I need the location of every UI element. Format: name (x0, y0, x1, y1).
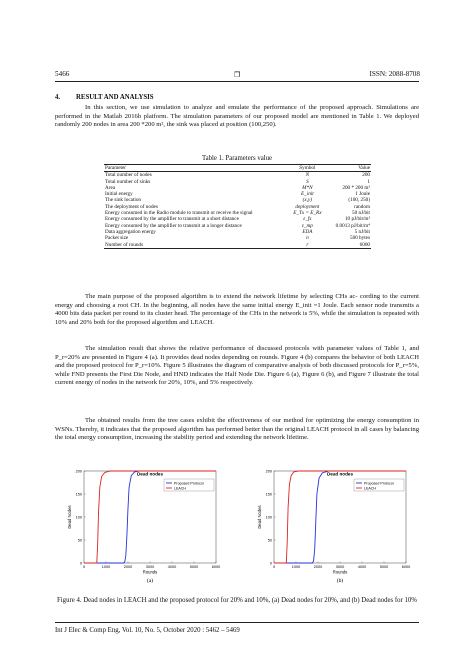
cell-value: 1 Joule (355, 191, 370, 198)
y-tick-label: 200 (265, 469, 272, 474)
cell-symbol: E_Tx = E_Rx (293, 210, 322, 217)
table-row (104, 242, 371, 249)
legend-label: LEACH (174, 486, 186, 491)
x-tick-label: 2000 (123, 565, 133, 570)
cell-parameter: Packet size (105, 235, 129, 242)
cell-parameter: Initial energy (105, 191, 133, 198)
cell-symbol: ε_mp (301, 222, 313, 229)
y-tick-label: 0 (269, 561, 272, 566)
cell-parameter: Energy consumed by the amplifier to transmit at a short distance (105, 216, 239, 223)
y-tick-label: 0 (79, 561, 82, 566)
x-tick-label: 6000 (211, 565, 221, 570)
x-tick-label: 2000 (313, 565, 323, 570)
cell-value: 200 (362, 172, 370, 179)
header-rule (55, 81, 419, 82)
cell-symbol: ε_fs (303, 216, 312, 223)
th-value: Value (358, 165, 370, 171)
cell-symbol: n (306, 235, 309, 242)
legend-label: Proposed Protocol (174, 481, 204, 486)
page-number: 5466 (55, 70, 70, 78)
th-symbol: Symbol (299, 165, 316, 171)
legend-label: Proposed Protocol (364, 481, 394, 486)
chart-title: Dead nodes (326, 471, 354, 477)
y-tick-label: 100 (75, 515, 82, 520)
cell-parameter: Energy consumed by the amplifier to transmit at a longer distance (105, 222, 242, 229)
cell-parameter: The sink location (105, 197, 142, 204)
footer-rule (55, 622, 419, 623)
y-tick-label: 200 (75, 469, 82, 474)
cell-value: 10 pJ/bit/m² (344, 216, 370, 223)
y-tick-label: 150 (265, 492, 272, 497)
th-parameter: Parameter (105, 165, 127, 171)
cell-parameter: Total number of sinks (105, 178, 151, 185)
intro-paragraph: In this section, we use simulation to analyze and emulate the performance of the proposed approach. Simulations are performed in the Matlab 2016b platform. The simulation parameters of our proposed model are mentioned in Table 1. We deployed randomly 200 nodes in area 200 *200 m², the sink was placed at position (100,250). (55, 104, 419, 129)
x-axis-label: Rounds (332, 569, 348, 575)
chart-title: Dead nodes (136, 471, 164, 477)
y-tick-label: 100 (265, 515, 272, 520)
section-title: RESULT AND ANALYSIS (76, 94, 154, 101)
issn: ISSN: 2088-8708 (369, 70, 420, 78)
x-tick-label: 0 (82, 565, 86, 570)
table-row (104, 172, 371, 179)
x-tick-label: 6000 (401, 565, 411, 570)
x-axis-label: Rounds (142, 569, 158, 575)
cell-parameter: Total number of nodes (105, 172, 152, 179)
cell-parameter: The deployment of nodes (105, 203, 158, 210)
cell-symbol: r (306, 241, 309, 248)
journal-symbol: ❐ (234, 71, 241, 79)
footer-citation: Int J Elec & Comp Eng, Vol. 10, No. 5, October 2020 : 5462 – 5469 (55, 627, 240, 634)
cell-symbol: (x,y) (302, 197, 313, 204)
legend-label: LEACH (364, 486, 376, 491)
paragraph-4: The obtained results from the tree cases exhibit the effectiveness of our method for optimizing the energy consumption in WSNs. Thereby, it indicates that the proposed algorithm has performed better than the original LEACH protocol in all cases by balancing the total energy consumption, increasing the stability period and extending the network lifetime. (55, 417, 419, 442)
cell-symbol: deployment (295, 203, 320, 210)
y-tick-label: 50 (77, 538, 82, 543)
subfigure-label: (b) (336, 578, 344, 584)
x-tick-label: 3000 (145, 565, 155, 570)
x-tick-label: 4000 (357, 565, 367, 570)
table-caption: Table 1. Parameters value (201, 155, 273, 162)
cell-value: 5 nJ/bit (354, 228, 370, 235)
cell-value: 6000 (359, 241, 370, 248)
cell-symbol: S (306, 178, 309, 185)
x-tick-label: 3000 (335, 565, 345, 570)
x-tick-label: 1000 (291, 565, 301, 570)
y-tick-label: 150 (75, 492, 82, 497)
x-tick-label: 1000 (101, 565, 111, 570)
subfigure-label: (a) (146, 578, 154, 584)
y-axis-label: Dead Nodes (67, 505, 72, 529)
cell-value: 500 bytes (349, 235, 370, 242)
cell-symbol: N (305, 172, 310, 179)
x-tick-label: 5000 (189, 565, 199, 570)
cell-symbol: E_init (301, 191, 314, 198)
x-tick-label: 5000 (379, 565, 389, 570)
x-tick-label: 0 (272, 565, 276, 570)
cell-parameter: Area (105, 184, 116, 191)
table-header-row (104, 165, 371, 172)
paragraph-3: The simulation result that shows the relative performance of discussed protocols with parameter values of Table 1, and P_r=20% are presented in Figure 4 (a). It provides dead nodes depending on rounds. Figure 4 (b) compares the behavior of both LEACH and the proposed protocol for P_r=10%. Figure 5 illustrates the diagram of comparative analysis of both discussed protocols for P_r=5%, while FND presents the First Die Node, and HND indicates the Half Node Die. Figure 6 (a), Figure 6 (b), and Figure 7 illustrate the total current energy of nodes in the network for 20%, 10%, and 5% respectively. (55, 345, 419, 387)
cell-symbol: M*N (302, 184, 313, 191)
cell-value: 0.0013 pJ/bit/m⁴ (335, 222, 370, 229)
cell-value: (100, 250) (348, 197, 370, 204)
section-number: 4. (55, 94, 61, 101)
cell-parameter: Data aggregation energy (105, 228, 156, 235)
x-tick-label: 4000 (167, 565, 177, 570)
parameters-table (104, 164, 371, 249)
cell-symbol: EDA (302, 228, 313, 235)
cell-parameter: Number of rounds (105, 241, 144, 248)
cell-value: 50 nJ/bit (351, 210, 370, 217)
cell-value: 200 * 200 m² (342, 184, 370, 191)
chart-a (60, 463, 225, 585)
y-tick-label: 50 (267, 538, 272, 543)
chart-b (250, 463, 415, 585)
cell-value: random (354, 203, 370, 210)
y-axis-label: Dead Nodes (257, 505, 262, 529)
paragraph-2: The main purpose of the proposed algorithm is to extend the network lifetime by selecting CHs ac- cording to the current energy and choosing a root CH. In the beginning, all nodes have the same initial energy E_init =1 Joule. Each sensor node transmits a 4000 bits data packet per round to its cluster head. The percentage of the CHs in the network is 5%, while the simulation is repeated with 10% and 20% both for the proposed algorithm and LEACH. (55, 293, 419, 326)
cell-value: 1 (367, 178, 370, 185)
parameters-table-wrapper (104, 164, 371, 249)
figure-caption: Figure 4. Dead nodes in LEACH and the proposed protocol for 20% and 10%, (a) Dead nodes for 20%, and (b) Dead nodes for 10% (57, 597, 417, 604)
cell-parameter: Energy consumed in the Radio module to transmit or receive the signal (105, 210, 253, 217)
